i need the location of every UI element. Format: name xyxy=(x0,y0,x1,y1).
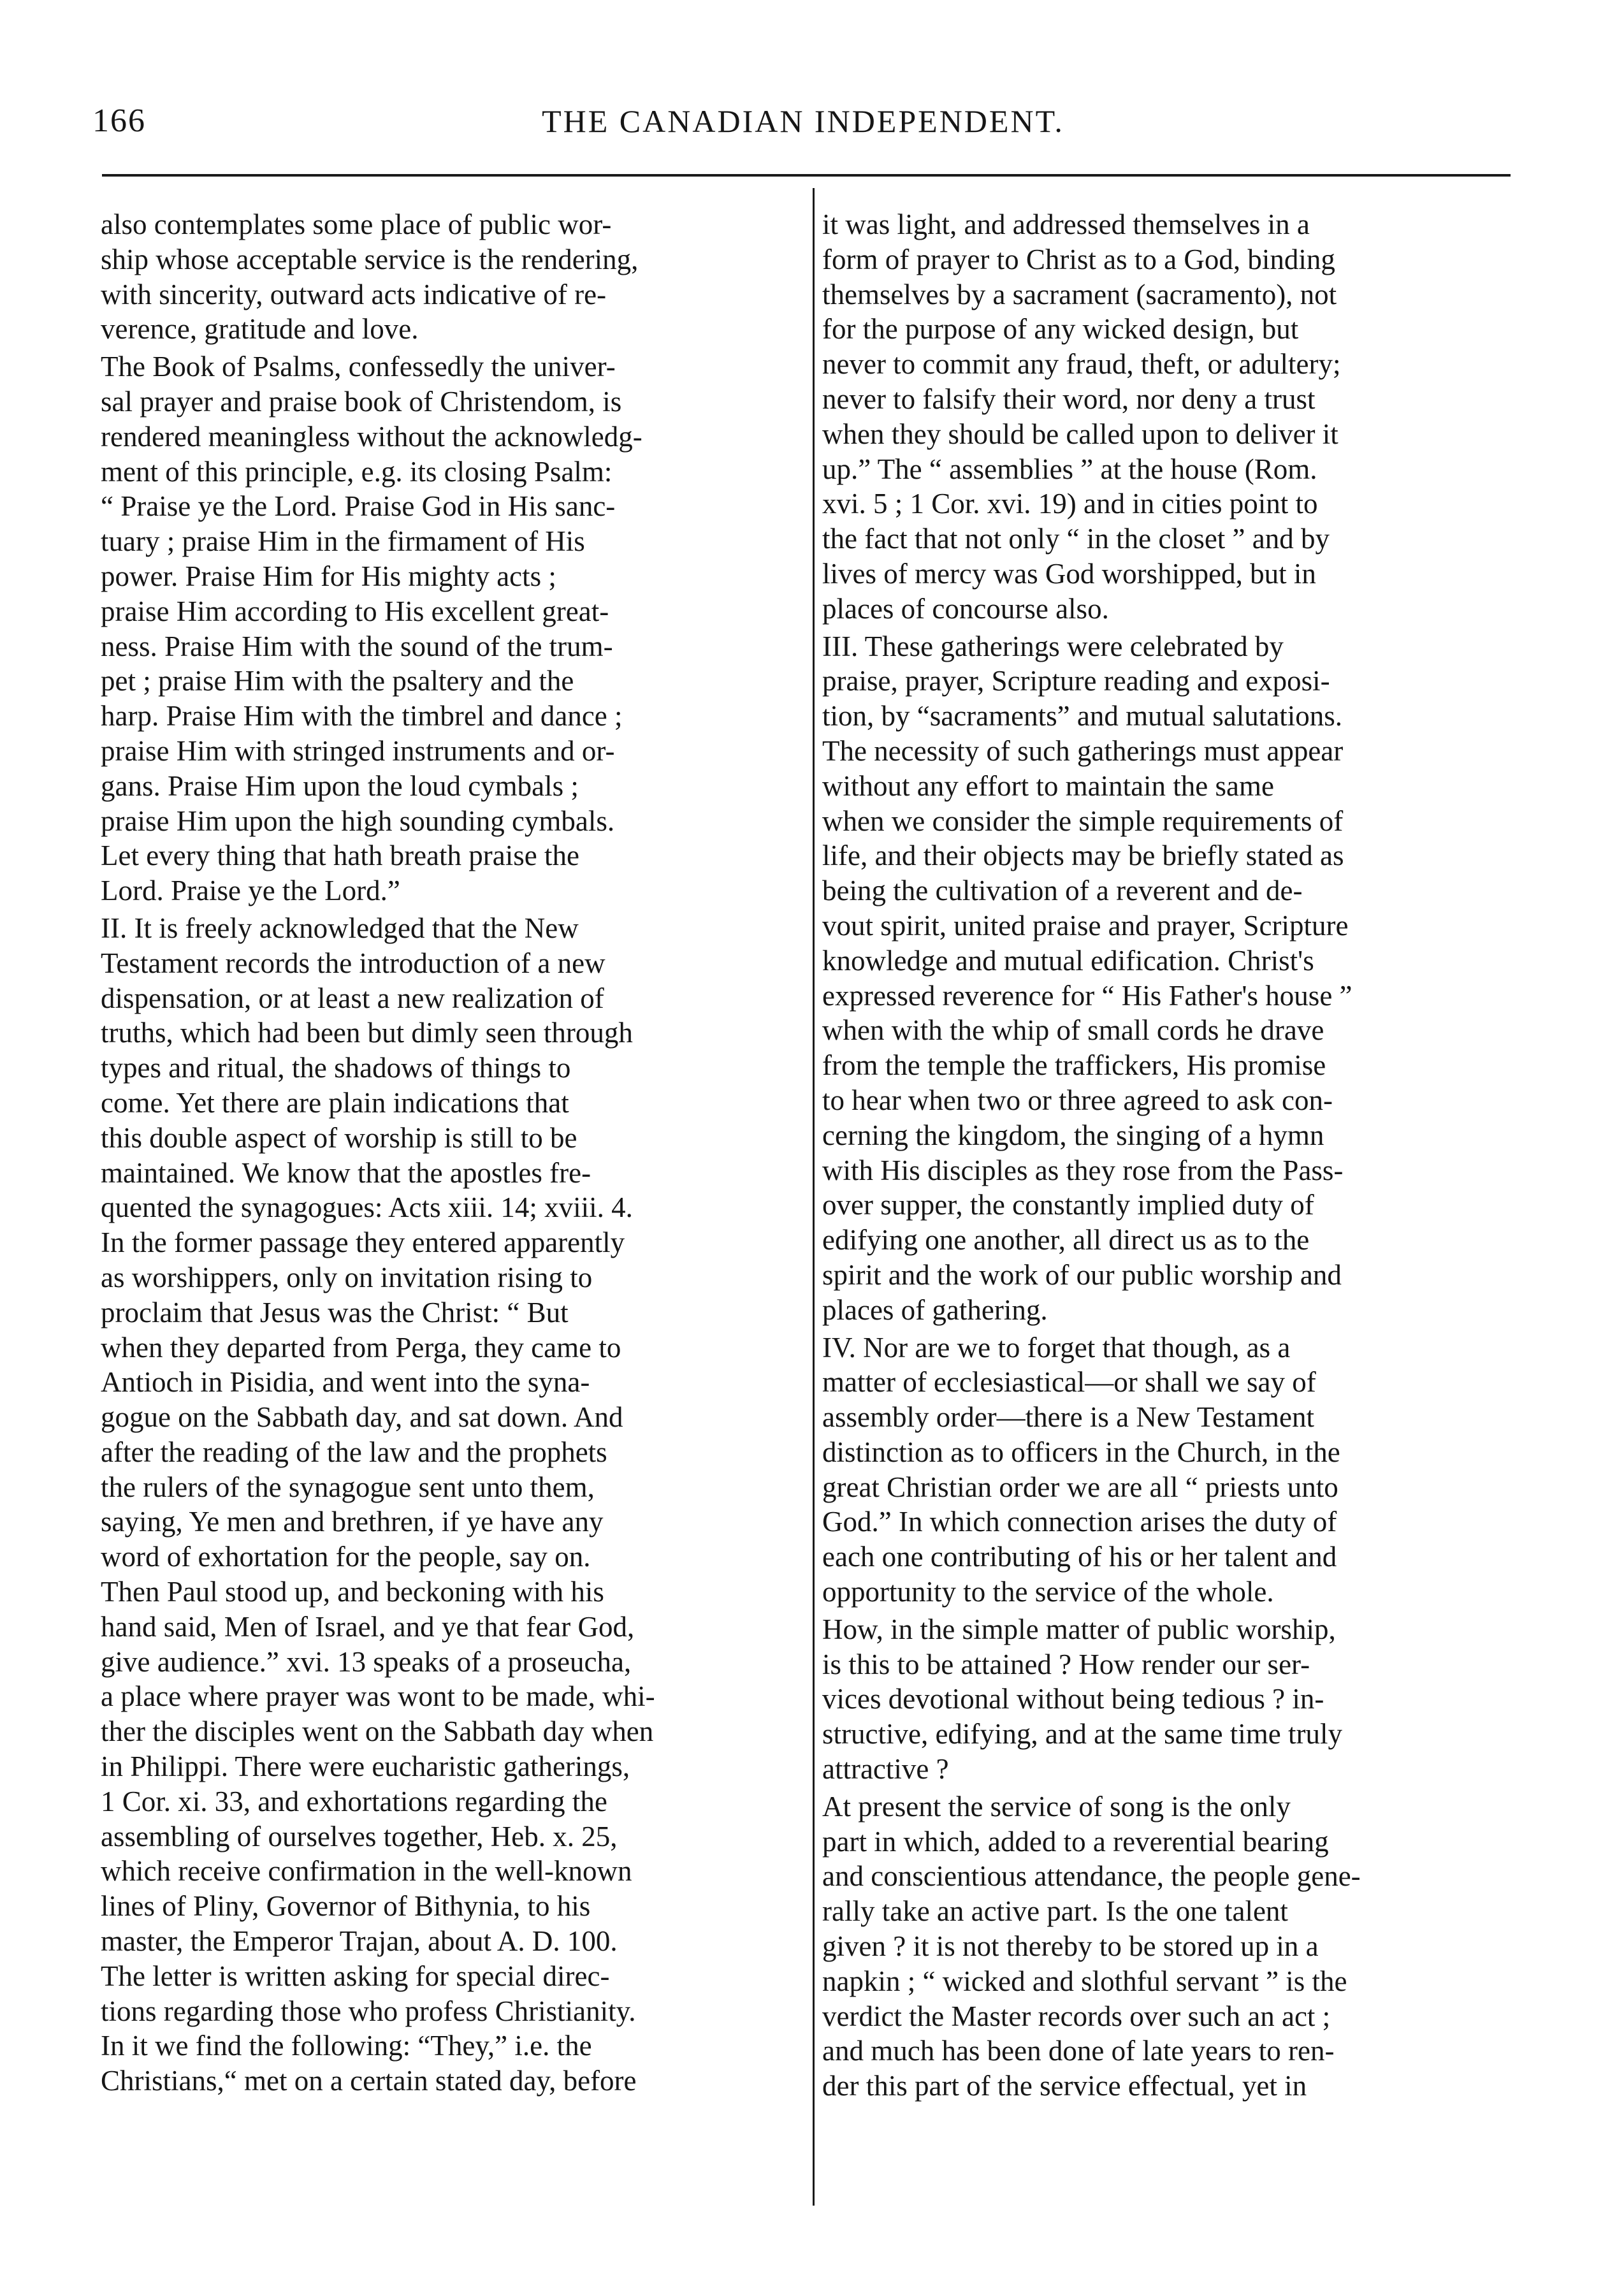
text-line: and conscientious attendance, the people gene- xyxy=(822,1860,1361,1893)
text-line: praise Him with stringed instruments and or- xyxy=(101,734,615,767)
text-line: given ? it is not thereby to be stored up in a xyxy=(822,1930,1319,1963)
paragraph xyxy=(822,629,1517,1328)
text-line: ness. Praise Him with the sound of the trum- xyxy=(101,630,613,662)
text-line: ship whose acceptable service is the rendering, xyxy=(101,243,639,275)
text-line: III. These gatherings were celebrated by xyxy=(822,630,1284,662)
text-line: tions regarding those who profess Christianity. xyxy=(101,1995,636,2027)
text-line: How, in the simple matter of public worship, xyxy=(822,1613,1336,1645)
text-line: power. Praise Him for His mighty acts ; xyxy=(101,560,556,592)
text-line: each one contributing of his or her talent and xyxy=(822,1541,1337,1573)
text-line: for the purpose of any wicked design, but xyxy=(822,313,1299,346)
text-line: The Book of Psalms, confessedly the univer- xyxy=(101,351,616,383)
text-line: and much has been done of late years to ren- xyxy=(822,2035,1335,2067)
text-line: up.” The “ assemblies ” at the house (Rom. xyxy=(822,453,1317,485)
text-line: types and ritual, the shadows of things to xyxy=(101,1052,571,1084)
text-line: attractive ? xyxy=(822,1753,949,1786)
text-line: never to commit any fraud, theft, or adultery; xyxy=(822,348,1341,381)
text-line: to hear when two or three agreed to ask con- xyxy=(822,1084,1333,1116)
right-column xyxy=(822,207,1517,2104)
text-line: der this part of the service effectual, yet in xyxy=(822,2070,1307,2102)
text-line: in Philippi. There were eucharistic gatherings, xyxy=(101,1750,630,1783)
text-line: without any effort to maintain the same xyxy=(822,769,1274,802)
text-line: expressed reverence for “ His Father's house ” xyxy=(822,979,1352,1012)
left-column xyxy=(101,207,795,2099)
text-line: xvi. 5 ; 1 Cor. xvi. 19) and in cities point to xyxy=(822,488,1318,520)
text-line: rendered meaningless without the acknowledg- xyxy=(101,420,642,453)
text-line: lives of mercy was God worshipped, but in xyxy=(822,557,1316,590)
column-divider xyxy=(813,188,815,2206)
text-line: The necessity of such gatherings must appear xyxy=(822,734,1344,767)
text-line: edifying one another, all direct us as to the xyxy=(822,1224,1310,1256)
text-line: which receive confirmation in the well-known xyxy=(101,1855,632,1888)
text-line: “ Praise ye the Lord. Praise God in His sanc- xyxy=(101,490,616,523)
text-line: assembling of ourselves together, Heb. x. 25, xyxy=(101,1820,618,1852)
text-line: give audience.” xvi. 13 speaks of a proseucha, xyxy=(101,1645,632,1678)
text-line: gogue on the Sabbath day, and sat down. And xyxy=(101,1401,623,1434)
text-line: life, and their objects may be briefly stated as xyxy=(822,840,1344,872)
text-line: II. It is freely acknowledged that the New xyxy=(101,912,579,944)
text-line: spirit and the work of our public worship and xyxy=(822,1258,1342,1291)
text-line: also contemplates some place of public wor- xyxy=(101,208,612,240)
text-line: word of exhortation for the people, say on. xyxy=(101,1541,591,1573)
paragraph xyxy=(101,349,795,908)
text-line: gans. Praise Him upon the loud cymbals ; xyxy=(101,769,579,802)
text-line: great Christian order we are all “ priests unto xyxy=(822,1471,1338,1503)
text-line: ment of this principle, e.g. its closing Psalm: xyxy=(101,455,613,488)
text-line: tuary ; praise Him in the firmament of His xyxy=(101,525,585,558)
text-line: 1 Cor. xi. 33, and exhortations regarding the xyxy=(101,1785,607,1817)
text-line: when with the whip of small cords he drave xyxy=(822,1014,1324,1047)
text-line: vices devotional without being tedious ? in- xyxy=(822,1683,1324,1715)
text-line: matter of ecclesiastical—or shall we say of xyxy=(822,1366,1316,1399)
text-line: opportunity to the service of the whole. xyxy=(822,1576,1274,1608)
paragraph xyxy=(101,207,795,347)
text-line: knowledge and mutual edification. Christ's xyxy=(822,944,1314,977)
text-line: praise, prayer, Scripture reading and exposi- xyxy=(822,665,1330,697)
text-line: cerning the kingdom, the singing of a hymn xyxy=(822,1119,1324,1151)
text-line: with sincerity, outward acts indicative of re- xyxy=(101,278,607,310)
text-line: vout spirit, united praise and prayer, Scripture xyxy=(822,909,1349,942)
text-line: sal prayer and praise book of Christendom, is xyxy=(101,385,622,418)
text-line: saying, Ye men and brethren, if ye have any xyxy=(101,1506,604,1538)
text-line: over supper, the constantly implied duty of xyxy=(822,1189,1314,1221)
page-header xyxy=(92,96,1514,147)
text-line: pet ; praise Him with the psaltery and the xyxy=(101,665,574,697)
text-line: verdict the Master records over such an act ; xyxy=(822,2000,1331,2032)
text-line: form of prayer to Christ as to a God, binding xyxy=(822,243,1335,275)
text-line: after the reading of the law and the prophets xyxy=(101,1436,607,1468)
text-line: maintained. We know that the apostles fre- xyxy=(101,1156,591,1189)
text-line: from the temple the traffickers, His promise xyxy=(822,1049,1326,1082)
text-line: when they should be called upon to deliver it xyxy=(822,418,1338,450)
text-line: this double aspect of worship is still to be xyxy=(101,1121,577,1154)
paragraph xyxy=(822,1330,1517,1610)
text-line: when they departed from Perga, they came to xyxy=(101,1331,621,1364)
text-line: assembly order—there is a New Testament xyxy=(822,1401,1315,1434)
text-line: Testament records the introduction of a new xyxy=(101,947,605,979)
text-line: Lord. Praise ye the Lord.” xyxy=(101,875,400,907)
text-line: Christians,“ met on a certain stated day, before xyxy=(101,2065,637,2097)
text-line: distinction as to officers in the Church, in the xyxy=(822,1436,1340,1468)
running-title: THE CANADIAN INDEPENDENT. xyxy=(542,103,1064,139)
text-line: ther the disciples went on the Sabbath day when xyxy=(101,1715,654,1748)
text-line: At present the service of song is the only xyxy=(822,1790,1291,1823)
text-line: a place where prayer was wont to be made, whi- xyxy=(101,1680,655,1713)
text-line: with His disciples as they rose from the Pass- xyxy=(822,1154,1344,1186)
text-line: praise Him according to His excellent great- xyxy=(101,595,609,627)
page-number: 166 xyxy=(92,103,146,139)
text-line: verence, gratitude and love. xyxy=(101,313,419,346)
header-rule xyxy=(102,174,1511,177)
text-line: The letter is written asking for special direc- xyxy=(101,1960,610,1992)
text-line: In it we find the following: “They,” i.e. the xyxy=(101,2030,592,2062)
text-line: Then Paul stood up, and beckoning with his xyxy=(101,1576,604,1608)
paragraph xyxy=(822,1612,1517,1787)
text-line: truths, which had been but dimly seen through xyxy=(101,1017,633,1049)
text-line: places of concourse also. xyxy=(822,592,1109,625)
text-line: Antioch in Pisidia, and went into the syna- xyxy=(101,1366,590,1399)
text-line: places of gathering. xyxy=(822,1293,1048,1326)
paragraph xyxy=(101,911,795,2099)
text-line: hand said, Men of Israel, and ye that fear God, xyxy=(101,1610,635,1643)
text-line: when we consider the simple requirements of xyxy=(822,804,1344,837)
text-line: structive, edifying, and at the same time truly xyxy=(822,1718,1343,1750)
text-line: lines of Pliny, Governor of Bithynia, to his xyxy=(101,1890,591,1923)
text-line: God.” In which connection arises the duty of xyxy=(822,1506,1337,1538)
text-line: harp. Praise Him with the timbrel and dance ; xyxy=(101,700,623,732)
text-line: being the cultivation of a reverent and de- xyxy=(822,875,1303,907)
text-line: as worshippers, only on invitation rising to xyxy=(101,1261,593,1293)
paragraph xyxy=(822,207,1517,627)
text-line: dispensation, or at least a new realization of xyxy=(101,982,604,1014)
text-line: rally take an active part. Is the one talent xyxy=(822,1895,1288,1928)
text-line: never to falsify their word, nor deny a trust xyxy=(822,382,1316,415)
text-line: Let every thing that hath breath praise the xyxy=(101,840,579,872)
paragraph xyxy=(822,1789,1517,2104)
text-line: napkin ; “ wicked and slothful servant ” is the xyxy=(822,1965,1347,1997)
text-line: IV. Nor are we to forget that though, as a xyxy=(822,1331,1291,1364)
text-line: proclaim that Jesus was the Christ: “ But xyxy=(101,1296,569,1328)
text-line: In the former passage they entered apparently xyxy=(101,1226,625,1259)
text-line: master, the Emperor Trajan, about A. D. 100. xyxy=(101,1925,618,1958)
text-line: quented the synagogues: Acts xiii. 14; xviii. 4. xyxy=(101,1191,633,1224)
text-line: themselves by a sacrament (sacramento), not xyxy=(822,278,1337,310)
text-line: praise Him upon the high sounding cymbals. xyxy=(101,804,615,837)
text-line: the rulers of the synagogue sent unto them, xyxy=(101,1471,595,1503)
text-line: it was light, and addressed themselves in a xyxy=(822,208,1310,240)
text-line: come. Yet there are plain indications that xyxy=(101,1086,569,1119)
text-line: is this to be attained ? How render our ser- xyxy=(822,1648,1310,1680)
text-line: the fact that not only “ in the closet ” and by xyxy=(822,523,1330,555)
text-line: part in which, added to a reverential bearing xyxy=(822,1825,1329,1858)
text-line: tion, by “sacraments” and mutual salutations. xyxy=(822,700,1343,732)
